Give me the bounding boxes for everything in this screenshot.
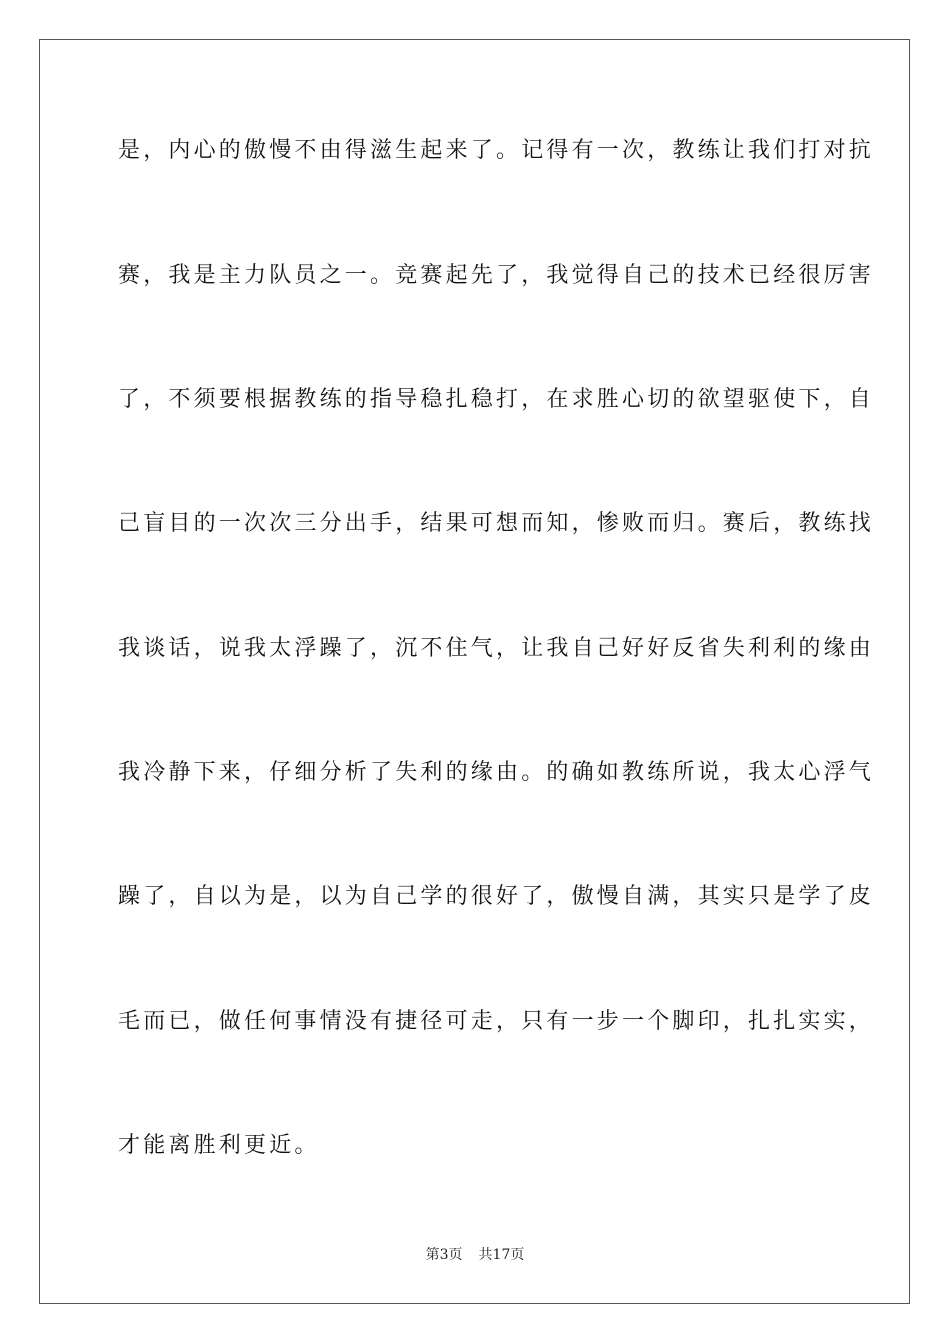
page-total: 共17页: [478, 1247, 525, 1263]
page-footer: [0, 1246, 950, 1264]
text-line: 是，内心的傲慢不由得滋生起来了。记得有一次，教练让我们打对抗: [118, 138, 875, 163]
text-line: 我冷静下来，仔细分析了失利的缘由。的确如教练所说，我太心浮气: [118, 760, 875, 785]
text-line: 才能离胜利更近。: [118, 1133, 320, 1158]
text-line: 躁了，自以为是，以为自己学的很好了，傲慢自满，其实只是学了皮: [118, 884, 875, 909]
text-line: 我谈话，说我太浮躁了，沉不住气，让我自己好好反省失利利的缘由: [118, 636, 875, 661]
page-number: 第3页: [425, 1247, 463, 1263]
page-border: [39, 39, 910, 1304]
text-line: 了，不须要根据教练的指导稳扎稳打，在求胜心切的欲望驱使下，自: [118, 387, 875, 412]
text-line: 赛，我是主力队员之一。竞赛起先了，我觉得自己的技术已经很厉害: [118, 263, 875, 288]
text-line: 己盲目的一次次三分出手，结果可想而知，惨败而归。赛后，教练找: [118, 511, 875, 536]
text-line: 毛而已，做任何事情没有捷径可走，只有一步一个脚印，扎扎实实，: [118, 1009, 875, 1034]
